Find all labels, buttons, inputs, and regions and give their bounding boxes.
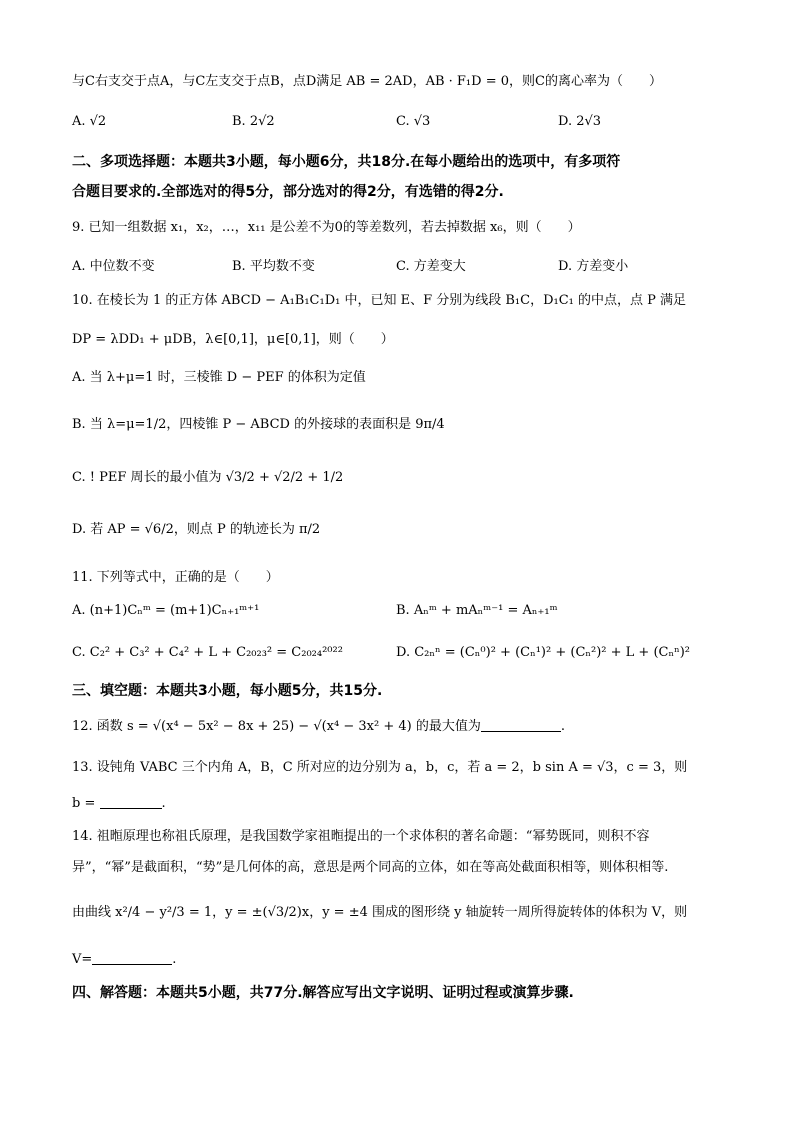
q8-option-a: A. √2 xyxy=(72,114,107,129)
section2-heading-line1: 二、多项选择题：本题共3小题，每小题6分，共18分.在每小题给出的选项中，有多项符 xyxy=(72,154,621,170)
answer-blank xyxy=(481,717,561,732)
q10-option-d: D. 若 AP = √6/2，则点 P 的轨迹长为 π/2 xyxy=(72,522,321,537)
q9-option-a: A. 中位数不变 xyxy=(72,259,155,274)
q14-v-label: V= xyxy=(72,952,93,967)
q12: 12. 函数 s = √(x⁴ − 5x² − 8x + 25) − √(x⁴ − 3x² + 4) 的最大值为 . xyxy=(72,719,565,734)
q10-option-c: C. ! PEF 周长的最小值为 √3/2 + √2/2 + 1/2 xyxy=(72,470,344,485)
q10-option-a: A. 当 λ+μ=1 时，三棱锥 D − PEF 的体积为定值 xyxy=(72,370,366,385)
q14-line4: V= . xyxy=(72,952,177,967)
q9-option-b: B. 平均数不变 xyxy=(232,259,315,274)
section4-heading: 四、解答题：本题共5小题，共77分.解答应写出文字说明、证明过程或演算步骤. xyxy=(72,985,574,1001)
q14-line3: 由曲线 x²/4 − y²/3 = 1，y = ±(√3/2)x，y = ±4 围成的图形绕 y 轴旋转一周所得旋转体的体积为 V，则 xyxy=(72,905,688,920)
q12-text: 12. 函数 s = √(x⁴ − 5x² − 8x + 25) − √(x⁴ − 3x² + 4) 的最大值为 xyxy=(72,719,481,734)
q8-option-c: C. √3 xyxy=(396,114,431,129)
q9-option-d: D. 方差变小 xyxy=(558,259,629,274)
q10-stem-line2: DP = λDD₁ + μDB，λ∈[0,1]，μ∈[0,1]，则（ ） xyxy=(72,332,394,347)
section3-heading: 三、填空题：本题共3小题，每小题5分，共15分. xyxy=(72,683,383,699)
q13-line2: b = . xyxy=(72,796,166,811)
q8-option-b: B. 2√2 xyxy=(232,114,275,129)
q11-option-b: B. Aₙᵐ + mAₙᵐ⁻¹ = Aₙ₊₁ᵐ xyxy=(396,603,558,618)
q8-option-d: D. 2√3 xyxy=(558,114,602,129)
q14-line2: 异”，“幂”是截面积，“势”是几何体的高，意思是两个同高的立体，如在等高处截面积相等，则体积相等. xyxy=(72,860,669,875)
section2-heading-line2: 合题目要求的.全部选对的得5分，部分选对的得2分，有选错的得2分. xyxy=(72,184,504,200)
q10-option-b: B. 当 λ=μ=1/2，四棱锥 P − ABCD 的外接球的表面积是 9π/4 xyxy=(72,417,445,432)
q11-option-d: D. C₂ₙⁿ = (Cₙ⁰)² + (Cₙ¹)² + (Cₙ²)² + L + (Cₙⁿ)² xyxy=(396,645,691,660)
q11-option-a: A. (n+1)Cₙᵐ = (m+1)Cₙ₊₁ᵐ⁺¹ xyxy=(72,603,260,618)
q14-line1: 14. 祖暅原理也称祖氏原理，是我国数学家祖暅提出的一个求体积的著名命题：“幂势既同，则积不容 xyxy=(72,829,650,844)
answer-blank xyxy=(100,794,162,809)
q8-tail: 与C右支交于点A，与C左支交于点B，点D满足 AB = 2AD，AB · F₁D = 0，则C的离心率为（ ） xyxy=(72,74,662,89)
q13-b-label: b = xyxy=(72,796,96,811)
q11-option-c: C. C₂² + C₃² + C₄² + L + C₂₀₂₃² = C₂₀₂₄²⁰²² xyxy=(72,645,343,660)
q11-stem: 11. 下列等式中，正确的是（ ） xyxy=(72,570,279,585)
answer-blank xyxy=(92,950,172,965)
q9-option-c: C. 方差变大 xyxy=(396,259,466,274)
q10-stem-line1: 10. 在棱长为 1 的正方体 ABCD − A₁B₁C₁D₁ 中，已知 E、F 分别为线段 B₁C，D₁C₁ 的中点，点 P 满足 xyxy=(72,293,687,308)
q9-stem: 9. 已知一组数据 x₁，x₂，…，x₁₁ 是公差不为0的等差数列，若去掉数据 x₆，则（ ） xyxy=(72,220,581,235)
q13-line1: 13. 设钝角 VABC 三个内角 A，B，C 所对应的边分别为 a，b，c，若 a = 2，b sin A = √3，c = 3，则 xyxy=(72,760,688,775)
